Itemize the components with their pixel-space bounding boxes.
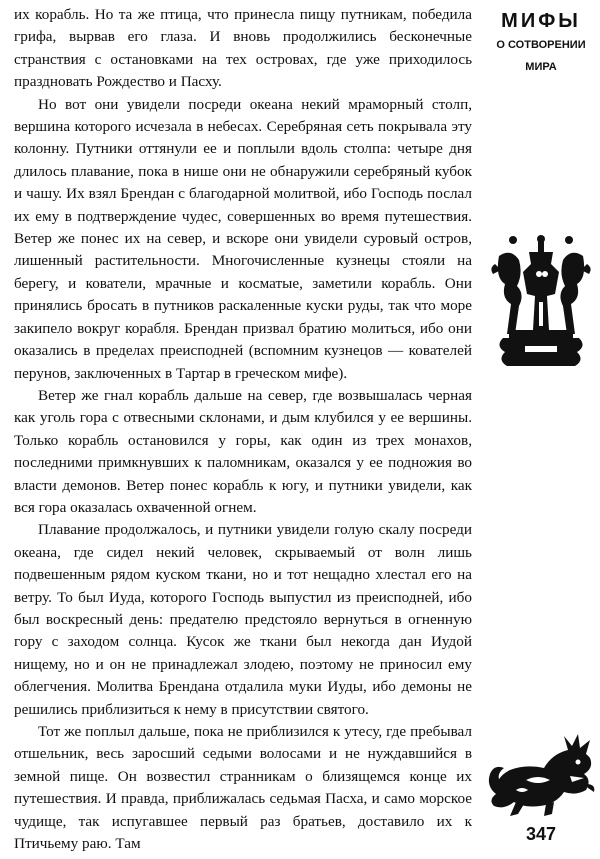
- running-head-line3: МИРА: [525, 61, 557, 73]
- paragraph-5: Тот же поплыл дальше, пока не приблизился к утесу, где пребывал отшельник, весь заросший седыми волосами и не нуждавшийся в земной пище. Он возвестил странникам о близящемся конце их путешествия. И правда, приближалась седьмая Пасха, и само морское чудище, так испугавшее первый раз братьев, доставило их к Птичьему раю. Там: [14, 723, 472, 853]
- candelabrum-ornament: [489, 234, 593, 366]
- paragraph-4: Плавание продолжалось, и путники увидели голую скалу посреди океана, где сидел некий человек, скрываемый от волн лишь подвешенным рядом куском ткани, но и тот нещадно хлестал его на ветру. То был Иуда, которого Господь выпустил из преисподней, ибо был воскресный день: предателю предстояло вернуться в огненную гору с заходом солнца. Кусок же ткани был некогда дан Иудой нищему, но и он не принадлежал злодею, поэтому не приносил ему облегчения. Молитва Брендана отдалила муки Иуды, ибо демоны не решились приблизиться к нему в присутствии святого.: [14, 521, 472, 718]
- paragraph-2: Но вот они увидели посреди океана некий мраморный столп, вершина которого исчезала в небесах. Серебряная сеть покрывала эту колонну. Путники оттянули ее и поплыли вдоль столпа: четыре дня длилось плавание, пока в нише они не обнаружили серебряный кубок и чашу. Их взял Брендан с благодарной молитвой, ибо Господь послал их ему в подтверждение чудес, совершенных во время путешествия. Ветер же понес их на север, и вскоре они увидели суровый остров, лишенный растительности. Многочисленные кузнецы стояли на берегу, и кователи, мрачные и косматые, заметили корабль. Они принялись бросать в путников раскаленные куски руды, так что море закипело вокруг корабля. Брендан призвал братию молиться, ибо они оказались в пределах преисподней (вспомним кузнецов — кователей перунов, заключенных в Тартар в греческом мифе).: [14, 95, 472, 382]
- running-head-line2: О СОТВОРЕНИИ: [496, 39, 586, 51]
- paragraph-3: Ветер же гнал корабль дальше на север, где возвышалась черная как уголь гора с отвесными склонами, и дым клубился у ее вершины. Только корабль остановился у горы, как один из трех монахов, последними примкнувших к паломникам, оказался у ее подножия во власти демонов. Ветер понес корабль к югу, и путники увидели, как вся гора оказалась охваченной огнем.: [14, 386, 472, 516]
- running-head: [486, 8, 596, 78]
- dragon-ornament: [486, 734, 596, 816]
- page-number: 347: [525, 824, 557, 844]
- main-text-column: [14, 4, 472, 855]
- running-head-title: МИФЫ: [501, 10, 581, 32]
- paragraph-1: их корабль. Но та же птица, что принесла пищу путникам, победила грифа, вырвав его глаза. И вновь продолжились бесконечные странствия с остановками на тех островах, где уже приходилось праздновать Рождество и Пасху.: [14, 6, 472, 91]
- margin-column: [486, 0, 596, 859]
